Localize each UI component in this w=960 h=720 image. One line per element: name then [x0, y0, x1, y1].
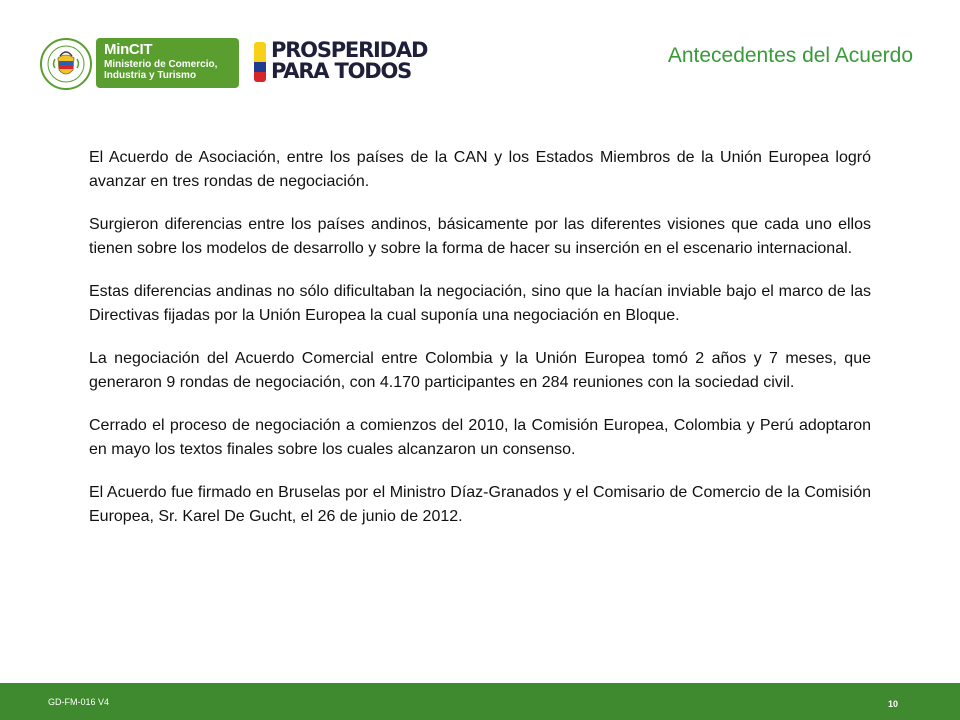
slide-title: Antecedentes del Acuerdo: [667, 44, 913, 67]
slide-body: [89, 146, 871, 548]
slide-footer: [0, 683, 960, 720]
body-paragraph: Estas diferencias andinas no sólo dificultaban la negociación, sino que la hacían inviable bajo el marco de las Directivas fijadas por la Unión Europea la cual suponía una negociación en Bloque.: [89, 283, 871, 324]
body-paragraph: El Acuerdo de Asociación, entre los países de la CAN y los Estados Miembros de la Unión Europea logró avanzar en tres rondas de negociación.: [89, 149, 871, 190]
mincit-subtitle: [104, 59, 236, 81]
coat-of-arms-icon: [40, 38, 92, 90]
colombia-seal-logo: [40, 38, 92, 90]
colombia-flag-icon: [254, 42, 266, 82]
prosperidad-line1: PROSPERIDAD: [271, 38, 428, 62]
mincit-subtitle-line2: Industria y Turismo: [104, 70, 197, 81]
prosperidad-para-todos-logo: [254, 40, 434, 84]
prosperidad-text: [271, 40, 427, 82]
prosperidad-line2: PARA TODOS: [271, 59, 412, 83]
body-paragraph: Cerrado el proceso de negociación a comienzos del 2010, la Comisión Europea, Colombia y Perú adoptaron en mayo los textos finales sobre los cuales alcanzaron un consenso.: [89, 417, 871, 458]
mincit-logo: [96, 38, 239, 88]
page-number: 10: [888, 699, 899, 709]
body-paragraph: Surgieron diferencias entre los países andinos, básicamente por las diferentes visiones que cada uno ellos tienen sobre los modelos de desarrollo y sobre la forma de hacer su inserción en el escenario internacional.: [89, 216, 871, 257]
document-code: GD-FM-016 V4: [48, 697, 110, 707]
mincit-subtitle-line1: Ministerio de Comercio,: [104, 59, 218, 70]
slide-header: [0, 0, 960, 110]
body-paragraph: La negociación del Acuerdo Comercial entre Colombia y la Unión Europea tomó 2 años y 7 meses, que generaron 9 rondas de negociación, con 4.170 participantes en 284 reuniones con la sociedad civil.: [89, 350, 871, 391]
mincit-title: MinCIT: [104, 41, 153, 58]
body-paragraph: El Acuerdo fue firmado en Bruselas por el Ministro Díaz-Granados y el Comisario de Comercio de la Comisión Europea, Sr. Karel De Gucht, el 26 de junio de 2012.: [89, 484, 871, 525]
